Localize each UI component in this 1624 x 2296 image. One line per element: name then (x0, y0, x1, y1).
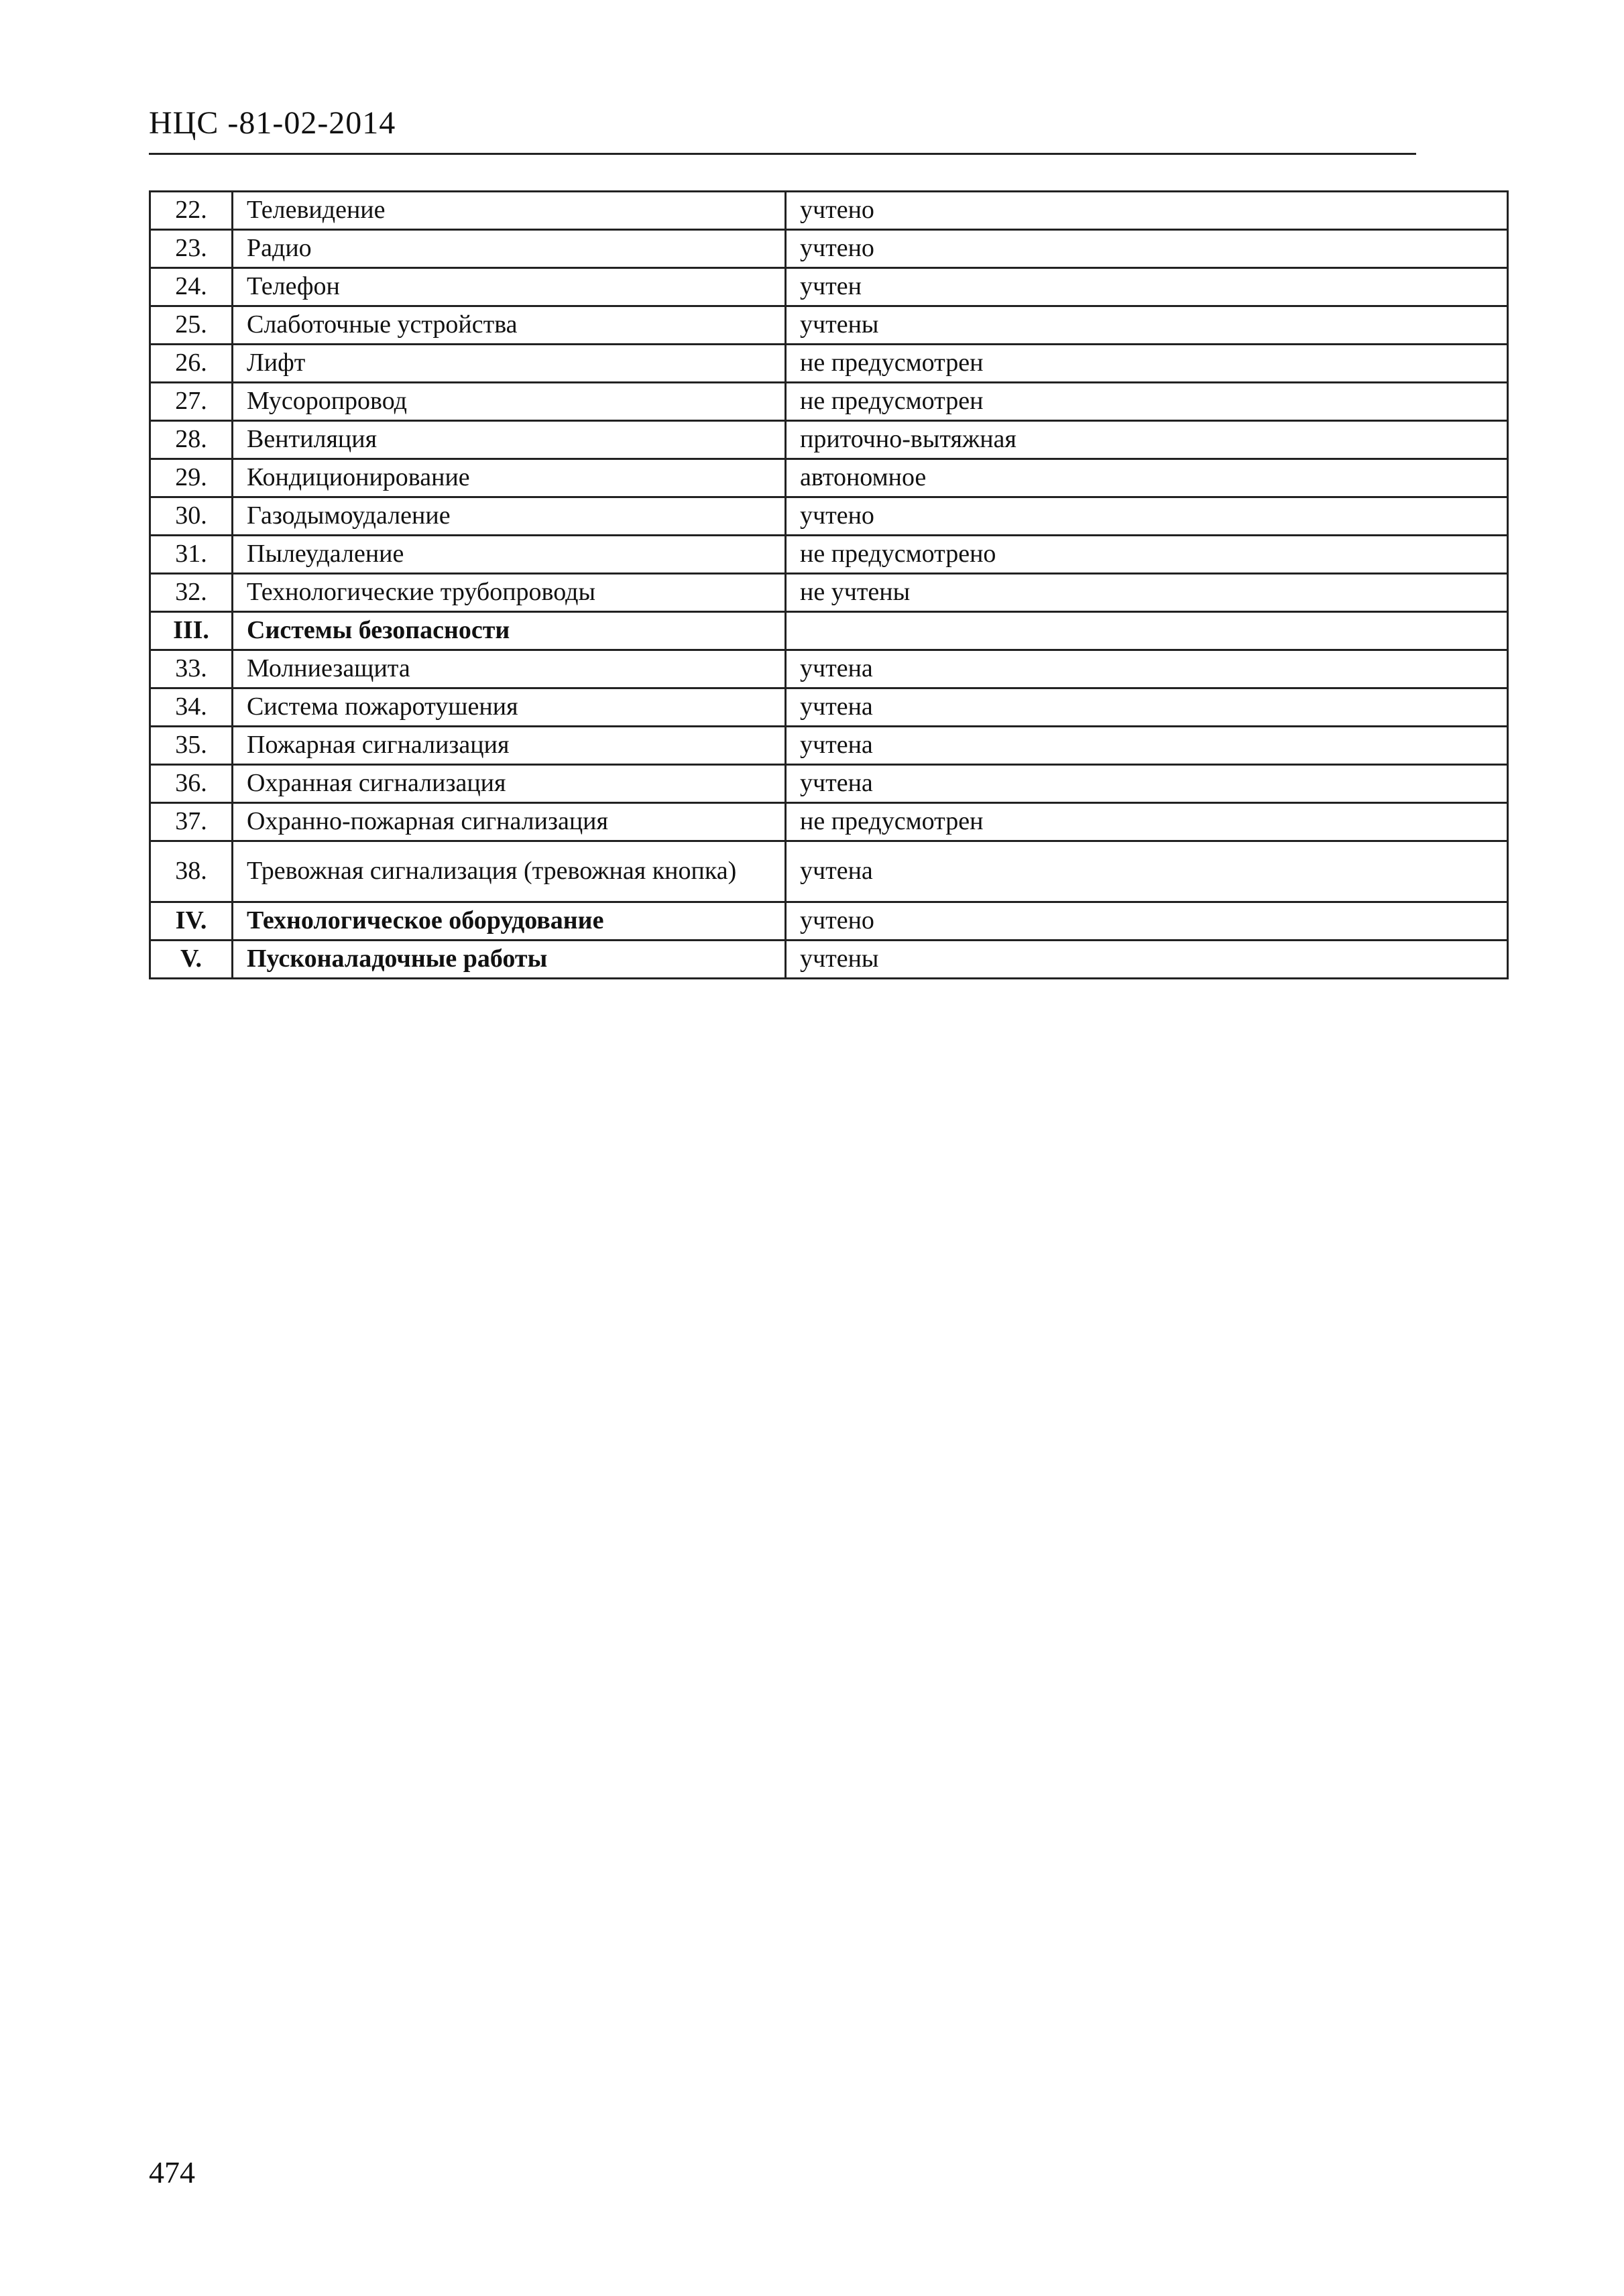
table-row (150, 459, 1508, 497)
row-number: 38. (150, 841, 233, 902)
row-name: Лифт (233, 345, 786, 383)
section-title: Технологическое оборудование (233, 902, 786, 941)
table-row (150, 765, 1508, 803)
row-number: 32. (150, 574, 233, 612)
row-number: 36. (150, 765, 233, 803)
row-number: 35. (150, 727, 233, 765)
row-number: 23. (150, 230, 233, 268)
row-status: не учтены (786, 574, 1508, 612)
row-status: не предусмотрен (786, 803, 1508, 841)
row-name: Телевидение (233, 192, 786, 230)
row-name: Телефон (233, 268, 786, 306)
row-number: 29. (150, 459, 233, 497)
table-row (150, 421, 1508, 459)
table-row (150, 841, 1508, 902)
row-number: 37. (150, 803, 233, 841)
row-name: Технологические трубопроводы (233, 574, 786, 612)
row-name: Кондиционирование (233, 459, 786, 497)
row-status: учтен (786, 268, 1508, 306)
row-status: учтено (786, 497, 1508, 536)
row-status: учтены (786, 306, 1508, 345)
table-row (150, 306, 1508, 345)
section-row (150, 612, 1508, 650)
row-name: Система пожаротушения (233, 688, 786, 727)
row-status: учтена (786, 688, 1508, 727)
row-name: Радио (233, 230, 786, 268)
section-number: IV. (150, 902, 233, 941)
row-name: Пылеудаление (233, 536, 786, 574)
row-status: приточно-вытяжная (786, 421, 1508, 459)
table-row (150, 803, 1508, 841)
table-row (150, 345, 1508, 383)
table-row (150, 192, 1508, 230)
row-name: Газодымоудаление (233, 497, 786, 536)
row-status: учтена (786, 650, 1508, 688)
table-row (150, 536, 1508, 574)
row-name: Охранно-пожарная сигнализация (233, 803, 786, 841)
row-number: 28. (150, 421, 233, 459)
section-title: Системы безопасности (233, 612, 786, 650)
table-row (150, 230, 1508, 268)
section-number: III. (150, 612, 233, 650)
row-number: 27. (150, 383, 233, 421)
row-number: 26. (150, 345, 233, 383)
header-rule (149, 153, 1416, 155)
table-row (150, 727, 1508, 765)
row-name: Мусоропровод (233, 383, 786, 421)
row-number: 30. (150, 497, 233, 536)
row-number: 33. (150, 650, 233, 688)
row-number: 24. (150, 268, 233, 306)
row-number: 22. (150, 192, 233, 230)
row-number: 34. (150, 688, 233, 727)
row-status: учтена (786, 765, 1508, 803)
row-number: 31. (150, 536, 233, 574)
row-status: учтено (786, 230, 1508, 268)
section-row (150, 941, 1508, 979)
table-row (150, 497, 1508, 536)
table-row (150, 574, 1508, 612)
page-number: 474 (149, 2155, 195, 2189)
row-name: Молниезащита (233, 650, 786, 688)
row-name: Слаботочные устройства (233, 306, 786, 345)
row-name: Пожарная сигнализация (233, 727, 786, 765)
row-status: не предусмотрен (786, 383, 1508, 421)
row-status (786, 612, 1508, 650)
row-status: учтено (786, 902, 1508, 941)
row-status: учтены (786, 941, 1508, 979)
row-status: не предусмотрено (786, 536, 1508, 574)
specification-table (149, 190, 1509, 979)
table-row (150, 268, 1508, 306)
row-status: учтена (786, 841, 1508, 902)
row-name: Охранная сигнализация (233, 765, 786, 803)
table-row (150, 383, 1508, 421)
section-row (150, 902, 1508, 941)
table-row (150, 688, 1508, 727)
row-status: учтена (786, 727, 1508, 765)
row-name: Тревожная сигнализация (тревожная кнопка) (233, 841, 786, 902)
section-title: Пусконаладочные работы (233, 941, 786, 979)
row-name: Вентиляция (233, 421, 786, 459)
table-row (150, 650, 1508, 688)
document-code: НЦС -81-02-2014 (149, 105, 396, 141)
row-status: автономное (786, 459, 1508, 497)
row-number: 25. (150, 306, 233, 345)
row-status: не предусмотрен (786, 345, 1508, 383)
section-number: V. (150, 941, 233, 979)
row-status: учтено (786, 192, 1508, 230)
